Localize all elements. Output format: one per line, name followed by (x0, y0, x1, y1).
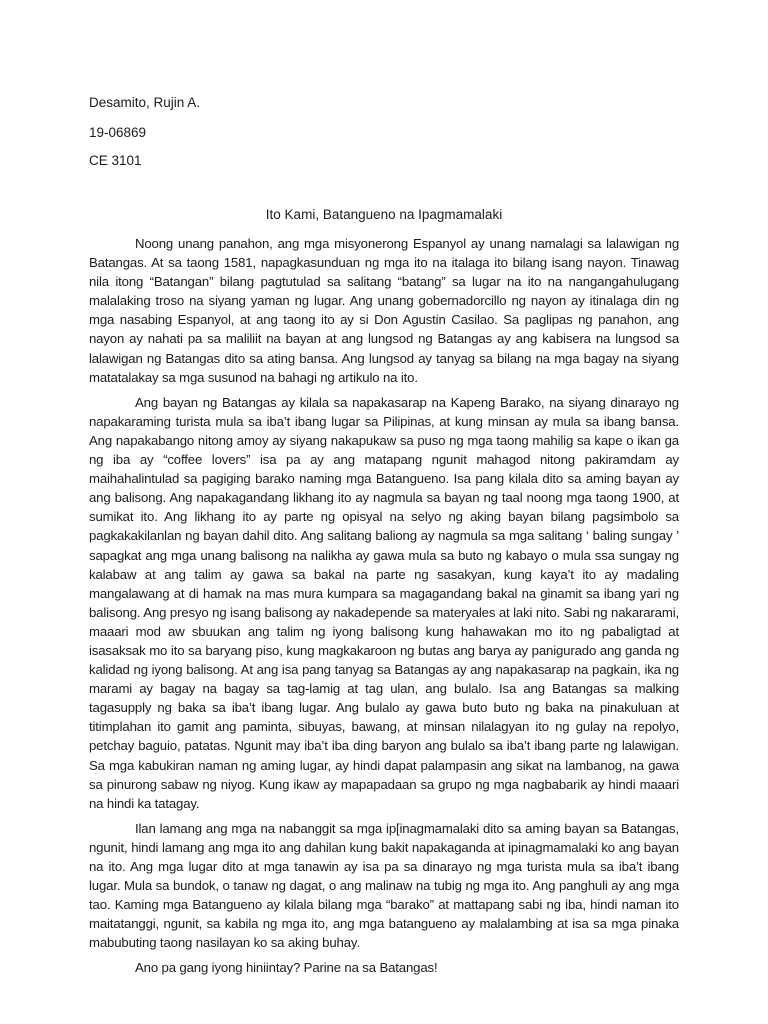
paragraph-3: Ilan lamang ang mga na nabanggit sa mga ip[inagmamalaki dito sa aming bayan sa Batangas, ngunit, hindi lamang ang mga ito ang dahilan kung bakit napakaganda at ipinagmamalaki ko ang bayan na ito. Ang mga lugar dito at mga tanawin ay isa pa sa dinarayo ng mga turista mula sa iba’t ibang lugar. Mula sa bundok, o tanaw ng dagat, o ang malinaw na tubig ng mga ito. Ang panghuli ay ang mga tao. Kaming mga Batangueno ay kilala bilang mga “barako” at mattapang sabi ng iba, hindi naman ito maitatanggi, ngunit, sa kabila ng mga ito, ang mga batangueno ay malalambing at isa sa mga pinaka mabubuting taong nasilayan ko sa aking buhay. (89, 820, 679, 951)
paragraph-2: Ang bayan ng Batangas ay kilala sa napakasarap na Kapeng Barako, na siyang dinarayo ng napakaraming turista mula sa iba’t ibang lugar sa Pilipinas, at kung minsan ay mula sa ibang bansa. Ang napakabango nitong amoy ay siyang nakapukaw sa puso ng mga taong mahilig sa kape o ikan ga ng iba ay “coffee lovers” isa pa ay ang matapang ngunit mahagod nitong pakiramdam ay maihahalintulad sa pagiging barako naming mga Batangueno. Isa pang kilala dito sa aming bayan ay ang balisong. Ang napakagandang likhang ito ay nagmula sa bayan ng taal noong mga taong 1900, at sumikat ito. Ang likhang ito ay parte ng opisyal na selyo ng aking bayan bilang pagsimbolo sa pagkakakilanlan ng bayan dahil dito. Ang salitang baliong ay nagmula sa mga salitang ‘ baling sungay ’ sapagkat ang mga unang balisong na nalikha ay gawa mula sa buto ng kabayo o mula ssa sungay ng kalabaw at ang talim ay gawa sa bakal na parte ng sasakyan, kung kaya’t ito ay madaling mangalawang at di hamak na mas mura kumpara sa magagandang bakal na ginamit sa ibang yari ng balisong. Ang presyo ng isang balisong ay nakadepende sa materyales at laki nito. Sabi ng nakararami, maaari mod aw sbuukan ang talim ng iyong balisong kung hahawakan mo ito ng pabaligtad at isasaksak mo ito sa baryang piso, kung magkakaroon ng butas ang barya ay panigurado ang ganda ng kalidad ng iyong balisong. At ang isa pang tanyag sa Batangas ay ang napakasarap na pagkain, ika ng marami ay bagay na bagay sa tag-lamig at tag ulan, ang bulalo. Isa ang Batangas sa malking tagasupply ng baka sa iba’t ibang lugar. Ang bulalo ay gawa buto buto ng baka na pinakuluan at titimplahan ito gamit ang paminta, sibuyas, bawang, at minsan nilalagyan ito ng gulay na repolyo, petchay baguio, patatas. Ngunit may iba’t iba ding baryon ang bulalo sa iba’t ibang parte ng lalawigan. Sa mga kabukiran naman ng aming lugar, ay hindi dapat palampasin ang sikat na lambanog, na gawa sa pinurong sabaw ng niyog. Kung ikaw ay mapapadaan sa grupo ng mga nagbabarik ay hindi maaari na hindi ka tatagay. (89, 394, 679, 811)
author-name: Desamito, Rujin A. (89, 95, 201, 110)
closing-line: Ano pa gang iyong hiniintay? Parine na sa Batangas! (135, 960, 438, 976)
student-number: 19-06869 (89, 125, 147, 140)
paragraph-1: Noong unang panahon, ang mga misyonerong Espanyol ay unang namalagi sa lalawigan ng Batangas. At sa taong 1581, napagkasunduan ng mga ito na italaga ito bilang isang nayon. Tinawag nila itong “Batangan” bilang pagtutulad sa salitang “batang” sa lugar na ito na nangangahulugang malalaking troso na siyang yaman ng lugar. Ang unang gobernadorcillo ng nayon ay itinalaga din ng mga nasabing Espanyol, at ang taong ito ay si Don Agustin Casilao. Sa paglipas ng panahon, ang nayon ay nahati pa sa maliliit na bayan at ang lungsod ng Batangas ay ang kabisera na lungsod sa lalawigan ng Batangas dito sa ating bansa. Ang lungsod ay tanyag sa bilang na mga bagay na siyang matatalakay sa mga susunod na bahagi ng artikulo na ito. (89, 236, 679, 385)
course-code: CE 3101 (89, 153, 142, 168)
essay-title: Ito Kami, Batangueno na Ipagmamalaki (265, 207, 503, 222)
essay-body (89, 234, 679, 984)
